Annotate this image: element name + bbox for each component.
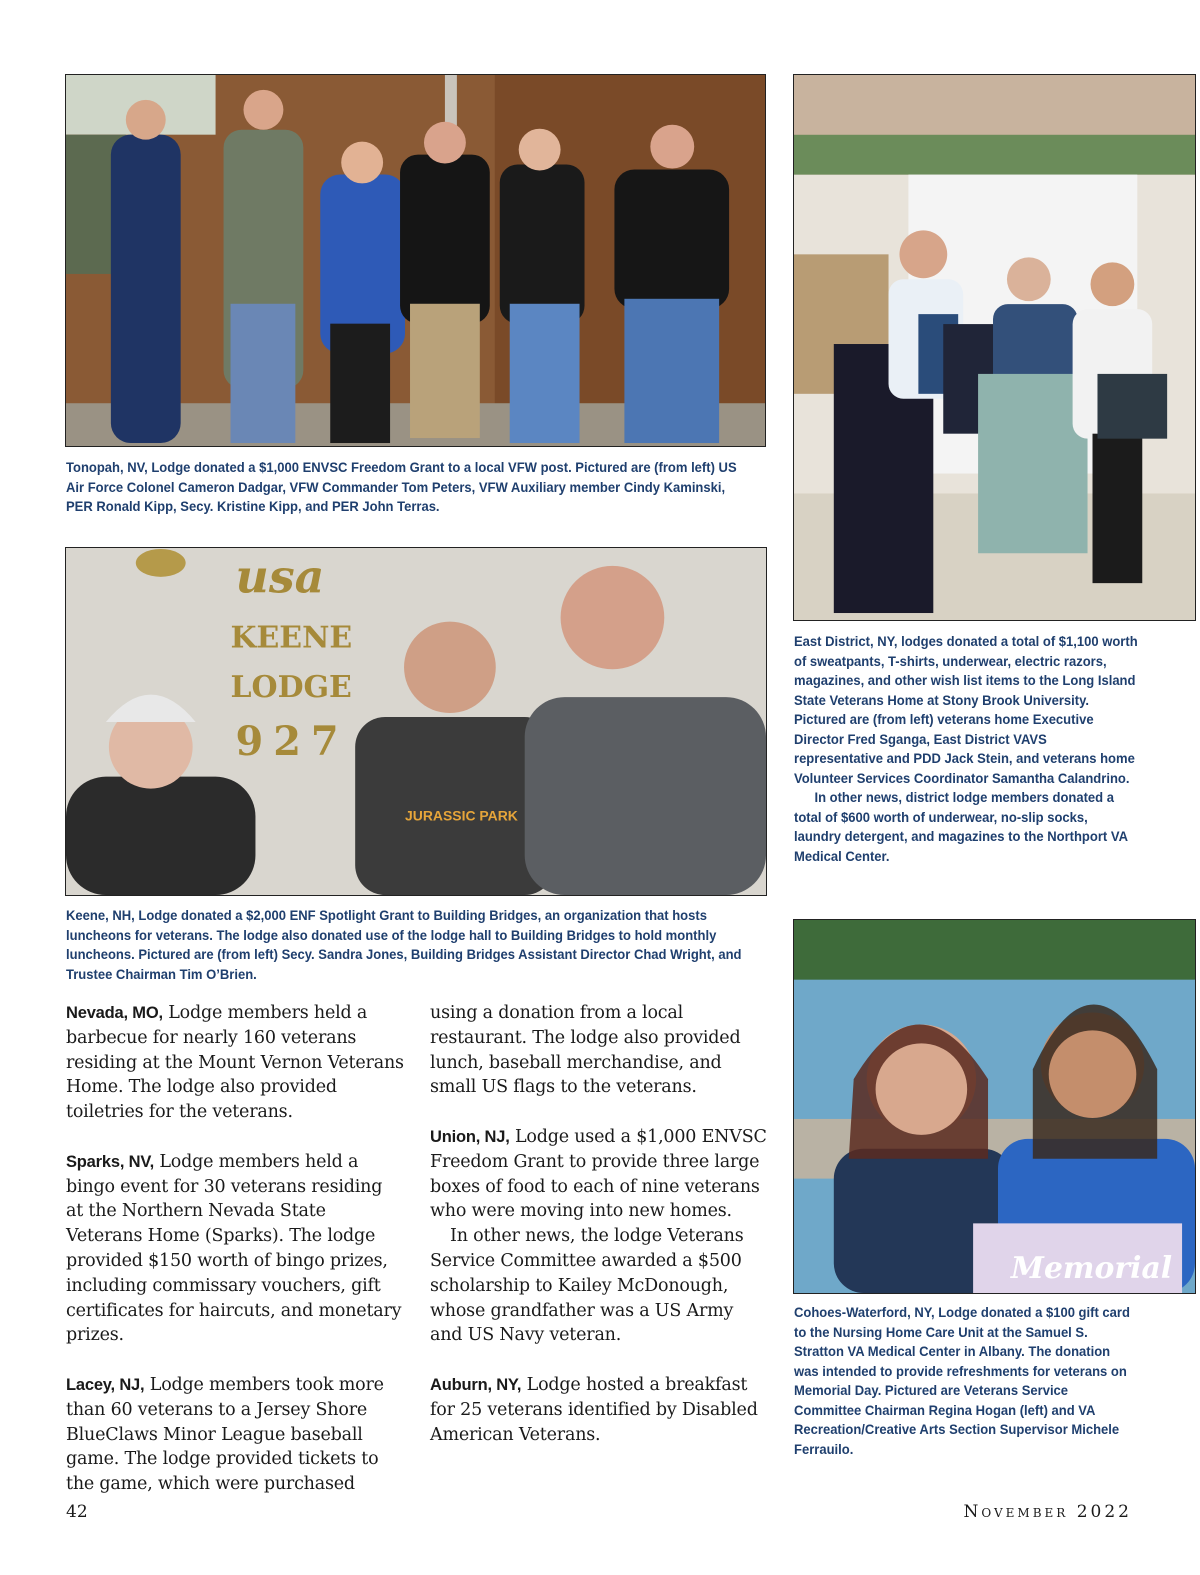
article-text: Lodge members held a bingo event for 30 veterans residing at the Northern Nevada State Veterans Home (Sparks). The lodge provided $150 worth of bingo prizes, including commissary vouchers, gift certificates for haircuts, and monetary prizes. xyxy=(66,1151,402,1346)
caption-lead: East District, NY, xyxy=(794,633,898,649)
article-lead: Sparks, NV, xyxy=(66,1152,154,1171)
caption-east-district xyxy=(794,632,1138,866)
article-lead: Nevada, MO, xyxy=(66,1004,163,1022)
caption-lead: Cohoes-Waterford, NY, xyxy=(794,1304,935,1320)
wall-keene-text: KEENE xyxy=(230,620,353,656)
photo-keene xyxy=(65,547,767,896)
wall-usa-text: usa xyxy=(235,549,325,604)
page-number: 42 xyxy=(66,1502,88,1522)
keene-photo-image xyxy=(66,548,766,895)
caption-tonopah xyxy=(66,458,750,517)
article-union xyxy=(430,1125,768,1224)
east-district-photo-image xyxy=(794,75,1195,620)
photo-tonopah xyxy=(65,74,766,447)
article-column-right xyxy=(430,1001,768,1447)
caption-lead: Tonopah, NV, xyxy=(66,459,148,475)
article-sparks xyxy=(66,1150,404,1348)
caption-text: Lodge donated a $2,000 ENF Spotlight Grant to Building Bridges, an organization that hosts luncheons for veterans. The lodge also donated use of the lodge hall to Building Bridges to hold monthly luncheons. Pictured are (from left) Secy. Sandra Jones, Building Bridges Assistant Director Chad Wright, and Trustee Chairman Tim O’Brien. xyxy=(66,907,742,982)
caption-keene xyxy=(66,906,754,984)
article-nevada xyxy=(66,1001,404,1125)
caption-lead: Keene, NH, xyxy=(66,907,135,923)
issue-date: November 2022 xyxy=(963,1502,1132,1522)
article-text: Lodge used a $1,000 ENVSC Freedom Grant to provide three large boxes of food to each of nine veterans who were moving into new homes. xyxy=(430,1126,767,1222)
article-auburn xyxy=(430,1373,768,1447)
article-lacey xyxy=(66,1373,404,1497)
photo-east-district xyxy=(793,74,1196,621)
sign-text: Memorial xyxy=(1010,1251,1173,1287)
article-text: Lodge members took more than 60 veterans to a Jersey Shore BlueClaws Minor League baseball game. The lodge provided tickets to the game, which were purchased xyxy=(66,1374,384,1495)
article-column-left xyxy=(66,1001,404,1497)
article-lead: Lacey, NJ, xyxy=(66,1375,145,1394)
caption-text: Lodge donated a $100 gift card to the Nursing Home Care Unit at the Samuel S. Stratton VA Medical Center in Albany. The donation was intended to provide refreshments for veterans on Memorial Day. Pictured are Veterans Service Committee Chairman Regina Hogan (left) and VA Recreation/Creative Arts Section Supervisor Michele Ferrauilo. xyxy=(794,1304,1130,1457)
article-text: Lodge hosted a breakfast for 25 veterans identified by Disabled American Veterans. xyxy=(430,1374,758,1445)
article-lead: Union, NJ, xyxy=(430,1127,510,1146)
caption-text-continued: In other news, district lodge members donated a total of $600 worth of underwear, no-slip socks, laundry detergent, and magazines to the Northport VA Medical Center. xyxy=(794,789,1128,864)
shirt-text: JURASSIC PARK xyxy=(405,807,518,824)
caption-cohoes-waterford xyxy=(794,1303,1138,1459)
cohoes-photo-image xyxy=(794,920,1195,1293)
article-lacey-continued: using a donation from a local restaurant. The lodge also provided lunch, baseball merchandise, and small US flags to the veterans. xyxy=(430,1003,741,1098)
photo-cohoes-waterford xyxy=(793,919,1196,1294)
wall-number-text: 927 xyxy=(235,718,349,765)
wall-lodge-text: LODGE xyxy=(230,670,352,706)
article-text: Lodge members held a barbecue for nearly 160 veterans residing at the Mount Vernon Veterans Home. The lodge also provided toiletries for the veterans. xyxy=(66,1003,404,1123)
article-lead: Auburn, NY, xyxy=(430,1375,522,1394)
article-union-continued: In other news, the lodge Veterans Service Committee awarded a $500 scholarship to Kailey McDonough, whose grandfather was a US Army and US Navy veteran. xyxy=(430,1226,744,1346)
caption-text: Lodge donated a $1,000 ENVSC Freedom Grant to a local VFW post. Pictured are (from left) US Air Force Colonel Cameron Dadgar, VFW Commander Tom Peters, VFW Auxiliary member Cindy Kaminski, PER Ronald Kipp, Secy. Kristine Kipp, and PER John Terras. xyxy=(66,459,737,514)
tonopah-photo-image xyxy=(66,75,765,446)
caption-text: lodges donated a total of $1,100 worth of sweatpants, T-shirts, underwear, electric razors, magazines, and other wish list items to the Long Island State Veterans Home at Stony Brook University. Pictured are (from left) veterans home Executive Director Fred Sganga, East District VAVS representative and PDD Jack Stein, and veterans home Volunteer Services Coordinator Samantha Calandrino. xyxy=(794,633,1138,786)
